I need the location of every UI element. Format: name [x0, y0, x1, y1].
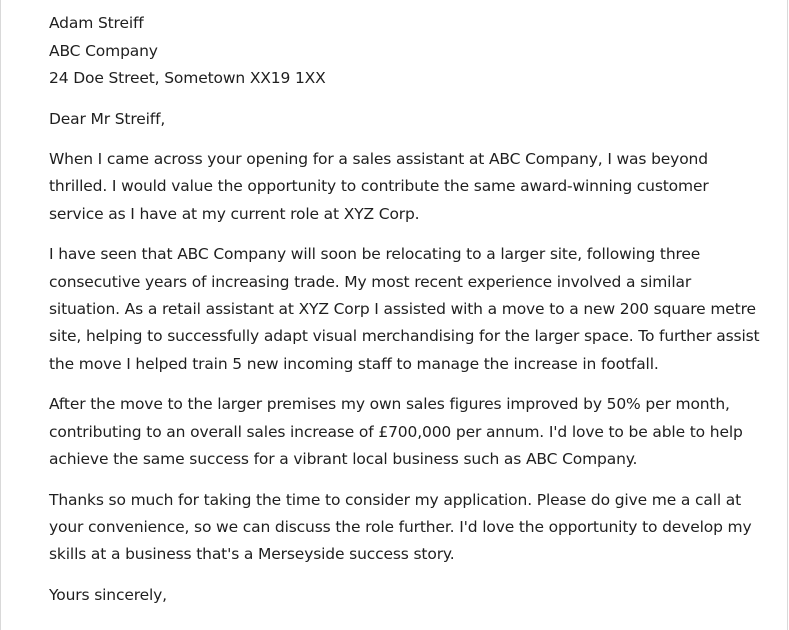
- recipient-address: 24 Doe Street, Sometown XX19 1XX: [49, 69, 326, 88]
- paragraph-line: situation. As a retail assistant at XYZ Corp I assisted with a move to a new 200 square metre: [49, 300, 756, 319]
- paragraph-line: When I came across your opening for a sales assistant at ABC Company, I was beyond: [49, 150, 708, 169]
- paragraph-3: [49, 391, 749, 473]
- paragraph-line: I have seen that ABC Company will soon be relocating to a larger site, following three: [49, 245, 701, 264]
- paragraph-line: thrilled. I would value the opportunity to contribute the same award-winning customer: [49, 177, 709, 196]
- paragraph-1: [49, 146, 749, 228]
- page-right-edge: [787, 0, 788, 630]
- paragraph-4: [49, 487, 752, 569]
- paragraph-line: skills at a business that's a Merseyside success story.: [49, 545, 455, 564]
- paragraph-line: contributing to an overall sales increase of £700,000 per annum. I'd love to be able to help: [49, 422, 743, 441]
- paragraph-line: service as I have at my current role at XYZ Corp.: [49, 204, 420, 223]
- page-left-edge: [0, 0, 1, 630]
- recipient-company: ABC Company: [49, 41, 158, 60]
- recipient-name: Adam Streiff: [49, 14, 144, 33]
- paragraph-line: achieve the same success for a vibrant local business such as ABC Company.: [49, 450, 638, 469]
- recipient-block: [49, 10, 749, 92]
- paragraph-line: After the move to the larger premises my own sales figures improved by 50% per month,: [49, 395, 730, 414]
- paragraph-2: [49, 241, 760, 378]
- letter-date: [49, 0, 749, 4]
- salutation: Dear Mr Streiff,: [49, 109, 166, 128]
- paragraph-line: Thanks so much for taking the time to consider my application. Please do give me a call at: [49, 490, 742, 509]
- paragraph-line: site, helping to successfully adapt visual merchandising for the larger space. To further assist: [49, 327, 760, 346]
- paragraph-line: your convenience, so we can discuss the role further. I'd love the opportunity to develop my: [49, 517, 752, 536]
- cover-letter: [49, 0, 760, 609]
- paragraph-line: the move I helped train 5 new incoming staff to manage the increase in footfall.: [49, 354, 659, 373]
- closing: Yours sincerely,: [49, 585, 167, 604]
- paragraph-line: consecutive years of increasing trade. My most recent experience involved a similar: [49, 272, 692, 291]
